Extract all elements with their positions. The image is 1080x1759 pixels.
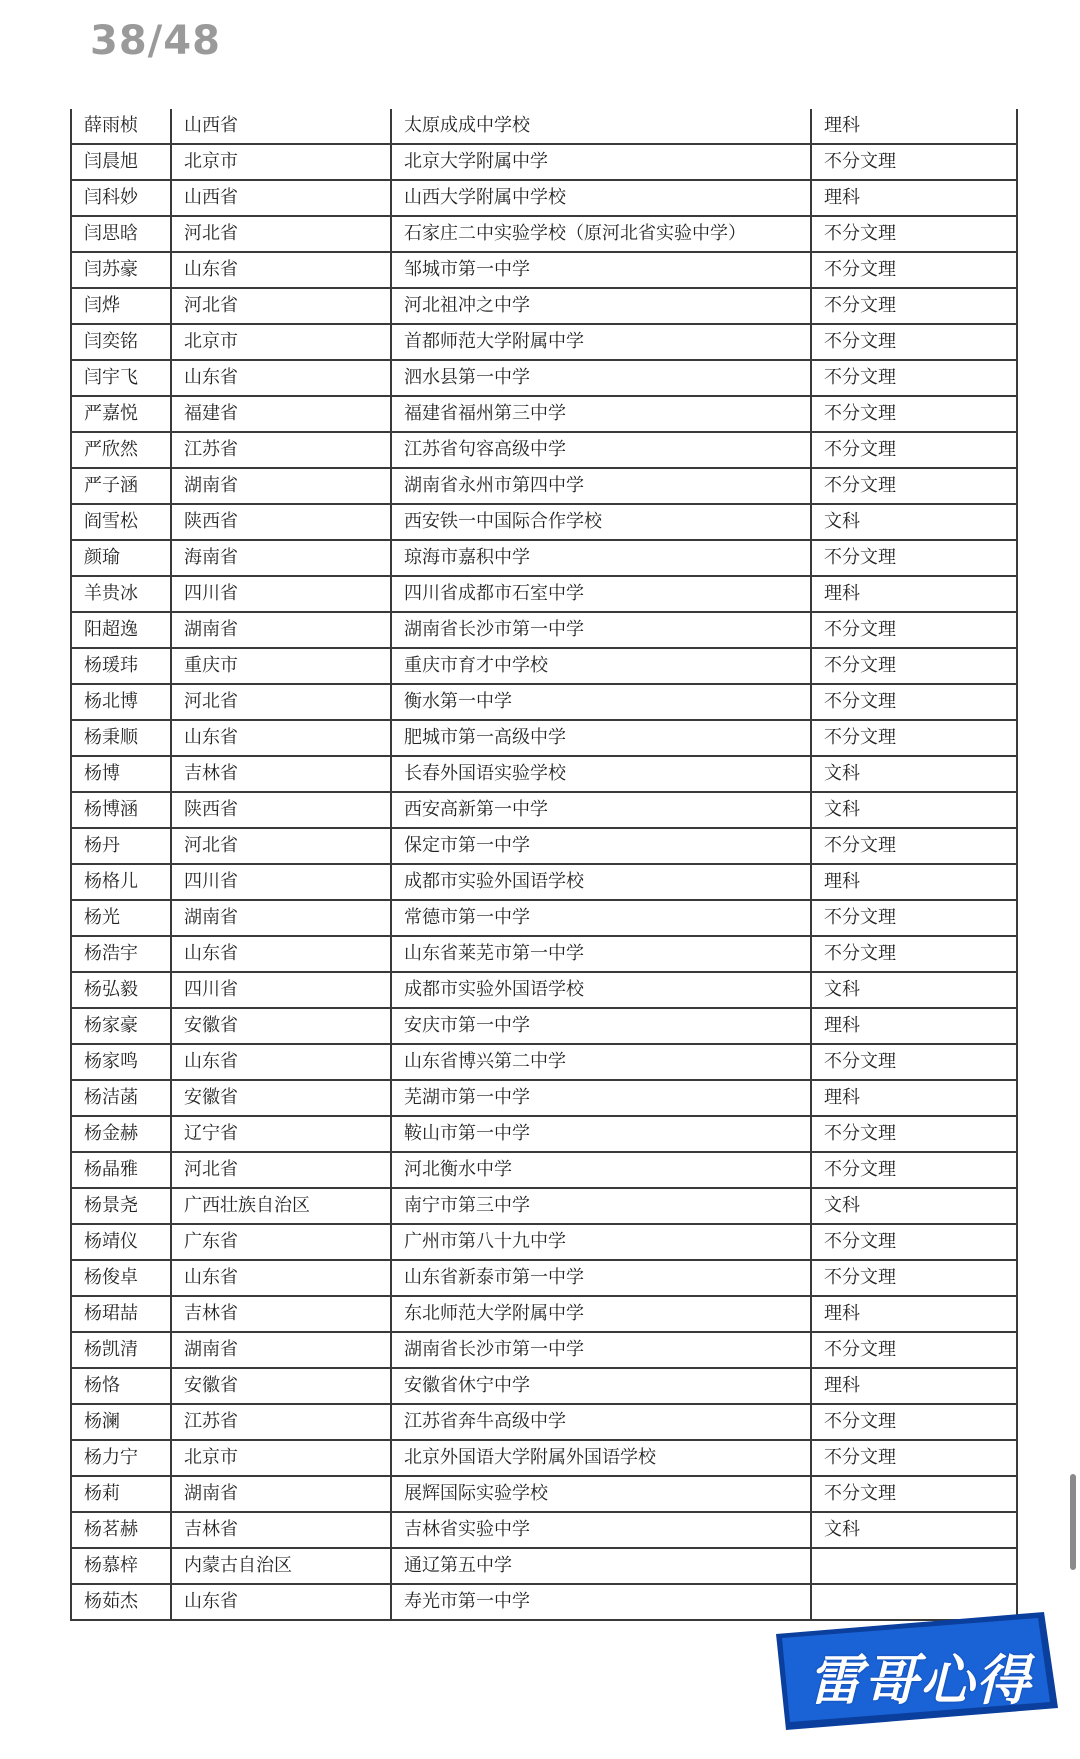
name-cell: 薛雨桢	[71, 109, 171, 144]
name-cell: 闫苏豪	[71, 252, 171, 288]
province-cell: 山东省	[171, 1260, 391, 1296]
table-row	[71, 540, 1017, 576]
name-cell: 杨秉顺	[71, 720, 171, 756]
name-cell: 颜瑜	[71, 540, 171, 576]
school-cell: 湖南省永州市第四中学	[391, 468, 811, 504]
school-cell: 安徽省休宁中学	[391, 1368, 811, 1404]
school-cell: 山东省莱芜市第一中学	[391, 936, 811, 972]
school-cell: 四川省成都市石室中学	[391, 576, 811, 612]
province-cell: 广西壮族自治区	[171, 1188, 391, 1224]
province-cell: 辽宁省	[171, 1116, 391, 1152]
table-row	[71, 1260, 1017, 1296]
table-row	[71, 1116, 1017, 1152]
table-row	[71, 1368, 1017, 1404]
province-cell: 湖南省	[171, 468, 391, 504]
school-cell: 河北祖冲之中学	[391, 288, 811, 324]
track-cell: 文科	[811, 1512, 1017, 1548]
watermark-logo	[776, 1612, 1058, 1730]
table-row	[71, 576, 1017, 612]
table-row	[71, 612, 1017, 648]
province-cell: 北京市	[171, 324, 391, 360]
province-cell: 安徽省	[171, 1368, 391, 1404]
track-cell: 理科	[811, 1368, 1017, 1404]
school-cell: 安庆市第一中学	[391, 1008, 811, 1044]
table-row	[71, 720, 1017, 756]
province-cell: 北京市	[171, 144, 391, 180]
track-cell: 不分文理	[811, 252, 1017, 288]
track-cell: 不分文理	[811, 468, 1017, 504]
track-cell: 文科	[811, 972, 1017, 1008]
name-cell: 杨俊卓	[71, 1260, 171, 1296]
name-cell: 闫晨旭	[71, 144, 171, 180]
table-row	[71, 1512, 1017, 1548]
name-cell: 羊贵冰	[71, 576, 171, 612]
school-cell: 衡水第一中学	[391, 684, 811, 720]
table-row	[71, 864, 1017, 900]
track-cell: 理科	[811, 1080, 1017, 1116]
name-cell: 杨瑗玮	[71, 648, 171, 684]
name-cell: 闫烨	[71, 288, 171, 324]
province-cell: 山东省	[171, 252, 391, 288]
name-cell: 闫科妙	[71, 180, 171, 216]
province-cell: 吉林省	[171, 1512, 391, 1548]
school-cell: 长春外国语实验学校	[391, 756, 811, 792]
track-cell: 不分文理	[811, 432, 1017, 468]
track-cell: 文科	[811, 792, 1017, 828]
province-cell: 吉林省	[171, 1296, 391, 1332]
school-cell: 广州市第八十九中学	[391, 1224, 811, 1260]
province-cell: 江苏省	[171, 432, 391, 468]
name-cell: 杨北博	[71, 684, 171, 720]
track-cell: 不分文理	[811, 1332, 1017, 1368]
name-cell: 杨澜	[71, 1404, 171, 1440]
school-cell: 邹城市第一中学	[391, 252, 811, 288]
province-cell: 安徽省	[171, 1080, 391, 1116]
student-table-body	[71, 109, 1017, 1620]
province-cell: 北京市	[171, 1440, 391, 1476]
table-row	[71, 360, 1017, 396]
name-cell: 阎雪松	[71, 504, 171, 540]
province-cell: 湖南省	[171, 900, 391, 936]
scrollbar-thumb[interactable]	[1070, 1474, 1076, 1570]
table-row	[71, 792, 1017, 828]
track-cell: 不分文理	[811, 684, 1017, 720]
name-cell: 阳超逸	[71, 612, 171, 648]
school-cell: 北京外国语大学附属外国语学校	[391, 1440, 811, 1476]
province-cell: 陕西省	[171, 504, 391, 540]
name-cell: 杨洁菡	[71, 1080, 171, 1116]
student-table	[70, 109, 1018, 1621]
name-cell: 杨茗赫	[71, 1512, 171, 1548]
name-cell: 杨晶雅	[71, 1152, 171, 1188]
table-row	[71, 756, 1017, 792]
track-cell: 文科	[811, 756, 1017, 792]
table-row	[71, 972, 1017, 1008]
province-cell: 重庆市	[171, 648, 391, 684]
school-cell: 成都市实验外国语学校	[391, 972, 811, 1008]
province-cell: 四川省	[171, 972, 391, 1008]
province-cell: 四川省	[171, 864, 391, 900]
school-cell: 泗水县第一中学	[391, 360, 811, 396]
table-row	[71, 684, 1017, 720]
province-cell: 内蒙古自治区	[171, 1548, 391, 1584]
track-cell: 理科	[811, 1296, 1017, 1332]
table-row	[71, 109, 1017, 144]
table-row	[71, 1152, 1017, 1188]
page-indicator: 38/48	[90, 18, 221, 64]
name-cell: 闫奕铭	[71, 324, 171, 360]
track-cell: 理科	[811, 576, 1017, 612]
school-cell: 重庆市育才中学校	[391, 648, 811, 684]
school-cell: 石家庄二中实验学校（原河北省实验中学）	[391, 216, 811, 252]
name-cell: 杨格儿	[71, 864, 171, 900]
name-cell: 杨靖仪	[71, 1224, 171, 1260]
track-cell: 不分文理	[811, 1152, 1017, 1188]
name-cell: 杨丹	[71, 828, 171, 864]
track-cell: 不分文理	[811, 360, 1017, 396]
table-row	[71, 288, 1017, 324]
track-cell: 理科	[811, 109, 1017, 144]
province-cell: 四川省	[171, 576, 391, 612]
table-row	[71, 1044, 1017, 1080]
name-cell: 杨光	[71, 900, 171, 936]
name-cell: 杨家豪	[71, 1008, 171, 1044]
name-cell: 闫宇飞	[71, 360, 171, 396]
school-cell: 太原成成中学校	[391, 109, 811, 144]
name-cell: 杨浩宇	[71, 936, 171, 972]
table-row	[71, 180, 1017, 216]
name-cell: 杨莉	[71, 1476, 171, 1512]
track-cell: 不分文理	[811, 1044, 1017, 1080]
table-row	[71, 936, 1017, 972]
name-cell: 杨力宁	[71, 1440, 171, 1476]
school-cell: 山东省新泰市第一中学	[391, 1260, 811, 1296]
name-cell: 杨弘毅	[71, 972, 171, 1008]
track-cell: 不分文理	[811, 216, 1017, 252]
name-cell: 杨博涵	[71, 792, 171, 828]
watermark-text: 雷哥心得	[808, 1649, 1032, 1712]
track-cell: 理科	[811, 864, 1017, 900]
school-cell: 成都市实验外国语学校	[391, 864, 811, 900]
name-cell: 杨凯清	[71, 1332, 171, 1368]
school-cell: 河北衡水中学	[391, 1152, 811, 1188]
school-cell: 肥城市第一高级中学	[391, 720, 811, 756]
name-cell: 严子涵	[71, 468, 171, 504]
table-row	[71, 1008, 1017, 1044]
school-cell: 寿光市第一中学	[391, 1584, 811, 1620]
school-cell: 琼海市嘉积中学	[391, 540, 811, 576]
school-cell: 常德市第一中学	[391, 900, 811, 936]
track-cell: 不分文理	[811, 288, 1017, 324]
name-cell: 闫思晗	[71, 216, 171, 252]
province-cell: 吉林省	[171, 756, 391, 792]
province-cell: 山东省	[171, 1044, 391, 1080]
school-cell: 山西大学附属中学校	[391, 180, 811, 216]
province-cell: 山西省	[171, 180, 391, 216]
province-cell: 山东省	[171, 936, 391, 972]
province-cell: 海南省	[171, 540, 391, 576]
track-cell: 不分文理	[811, 1404, 1017, 1440]
track-cell: 理科	[811, 1008, 1017, 1044]
track-cell: 不分文理	[811, 828, 1017, 864]
school-cell: 鞍山市第一中学	[391, 1116, 811, 1152]
school-cell: 山东省博兴第二中学	[391, 1044, 811, 1080]
school-cell: 吉林省实验中学	[391, 1512, 811, 1548]
school-cell: 通辽第五中学	[391, 1548, 811, 1584]
school-cell: 江苏省句容高级中学	[391, 432, 811, 468]
table-row	[71, 900, 1017, 936]
track-cell: 不分文理	[811, 936, 1017, 972]
province-cell: 江苏省	[171, 1404, 391, 1440]
table-row	[71, 1296, 1017, 1332]
track-cell: 不分文理	[811, 648, 1017, 684]
table-row	[71, 396, 1017, 432]
table-row	[71, 1476, 1017, 1512]
table-row	[71, 216, 1017, 252]
province-cell: 安徽省	[171, 1008, 391, 1044]
school-cell: 西安高新第一中学	[391, 792, 811, 828]
table-row	[71, 828, 1017, 864]
name-cell: 杨博	[71, 756, 171, 792]
table-row	[71, 252, 1017, 288]
name-cell: 严嘉悦	[71, 396, 171, 432]
table-row	[71, 324, 1017, 360]
track-cell: 不分文理	[811, 396, 1017, 432]
province-cell: 河北省	[171, 684, 391, 720]
province-cell: 河北省	[171, 288, 391, 324]
track-cell: 不分文理	[811, 900, 1017, 936]
school-cell: 北京大学附属中学	[391, 144, 811, 180]
track-cell: 不分文理	[811, 612, 1017, 648]
track-cell: 文科	[811, 504, 1017, 540]
province-cell: 山东省	[171, 1584, 391, 1620]
school-cell: 东北师范大学附属中学	[391, 1296, 811, 1332]
track-cell: 不分文理	[811, 1260, 1017, 1296]
track-cell: 不分文理	[811, 1440, 1017, 1476]
table-row	[71, 504, 1017, 540]
name-cell: 杨景尧	[71, 1188, 171, 1224]
school-cell: 湖南省长沙市第一中学	[391, 612, 811, 648]
name-cell: 杨金赫	[71, 1116, 171, 1152]
school-cell: 首都师范大学附属中学	[391, 324, 811, 360]
school-cell: 福建省福州第三中学	[391, 396, 811, 432]
school-cell: 展辉国际实验学校	[391, 1476, 811, 1512]
province-cell: 河北省	[171, 216, 391, 252]
track-cell: 不分文理	[811, 1224, 1017, 1260]
table-row	[71, 648, 1017, 684]
province-cell: 广东省	[171, 1224, 391, 1260]
province-cell: 陕西省	[171, 792, 391, 828]
track-cell: 文科	[811, 1188, 1017, 1224]
track-cell: 不分文理	[811, 720, 1017, 756]
table-row	[71, 1188, 1017, 1224]
school-cell: 西安铁一中国际合作学校	[391, 504, 811, 540]
school-cell: 保定市第一中学	[391, 828, 811, 864]
table-row	[71, 1404, 1017, 1440]
track-cell: 不分文理	[811, 324, 1017, 360]
name-cell: 杨恪	[71, 1368, 171, 1404]
table-row	[71, 468, 1017, 504]
name-cell: 杨家鸣	[71, 1044, 171, 1080]
track-cell: 不分文理	[811, 540, 1017, 576]
name-cell: 杨茹杰	[71, 1584, 171, 1620]
school-cell: 南宁市第三中学	[391, 1188, 811, 1224]
table-row	[71, 432, 1017, 468]
table-row	[71, 1224, 1017, 1260]
track-cell: 不分文理	[811, 144, 1017, 180]
track-cell: 不分文理	[811, 1476, 1017, 1512]
province-cell: 福建省	[171, 396, 391, 432]
province-cell: 山东省	[171, 720, 391, 756]
name-cell: 杨珺喆	[71, 1296, 171, 1332]
table-row	[71, 1548, 1017, 1584]
table-row	[71, 1440, 1017, 1476]
school-cell: 芜湖市第一中学	[391, 1080, 811, 1116]
table-row	[71, 1080, 1017, 1116]
province-cell: 山西省	[171, 109, 391, 144]
track-cell: 不分文理	[811, 1116, 1017, 1152]
province-cell: 湖南省	[171, 1476, 391, 1512]
track-cell: 理科	[811, 180, 1017, 216]
province-cell: 河北省	[171, 1152, 391, 1188]
table-row	[71, 1332, 1017, 1368]
name-cell: 杨慕梓	[71, 1548, 171, 1584]
track-cell	[811, 1548, 1017, 1584]
table-row	[71, 144, 1017, 180]
province-cell: 湖南省	[171, 612, 391, 648]
province-cell: 山东省	[171, 360, 391, 396]
name-cell: 严欣然	[71, 432, 171, 468]
student-table-container	[70, 109, 1016, 1621]
province-cell: 湖南省	[171, 1332, 391, 1368]
school-cell: 江苏省奔牛高级中学	[391, 1404, 811, 1440]
province-cell: 河北省	[171, 828, 391, 864]
school-cell: 湖南省长沙市第一中学	[391, 1332, 811, 1368]
